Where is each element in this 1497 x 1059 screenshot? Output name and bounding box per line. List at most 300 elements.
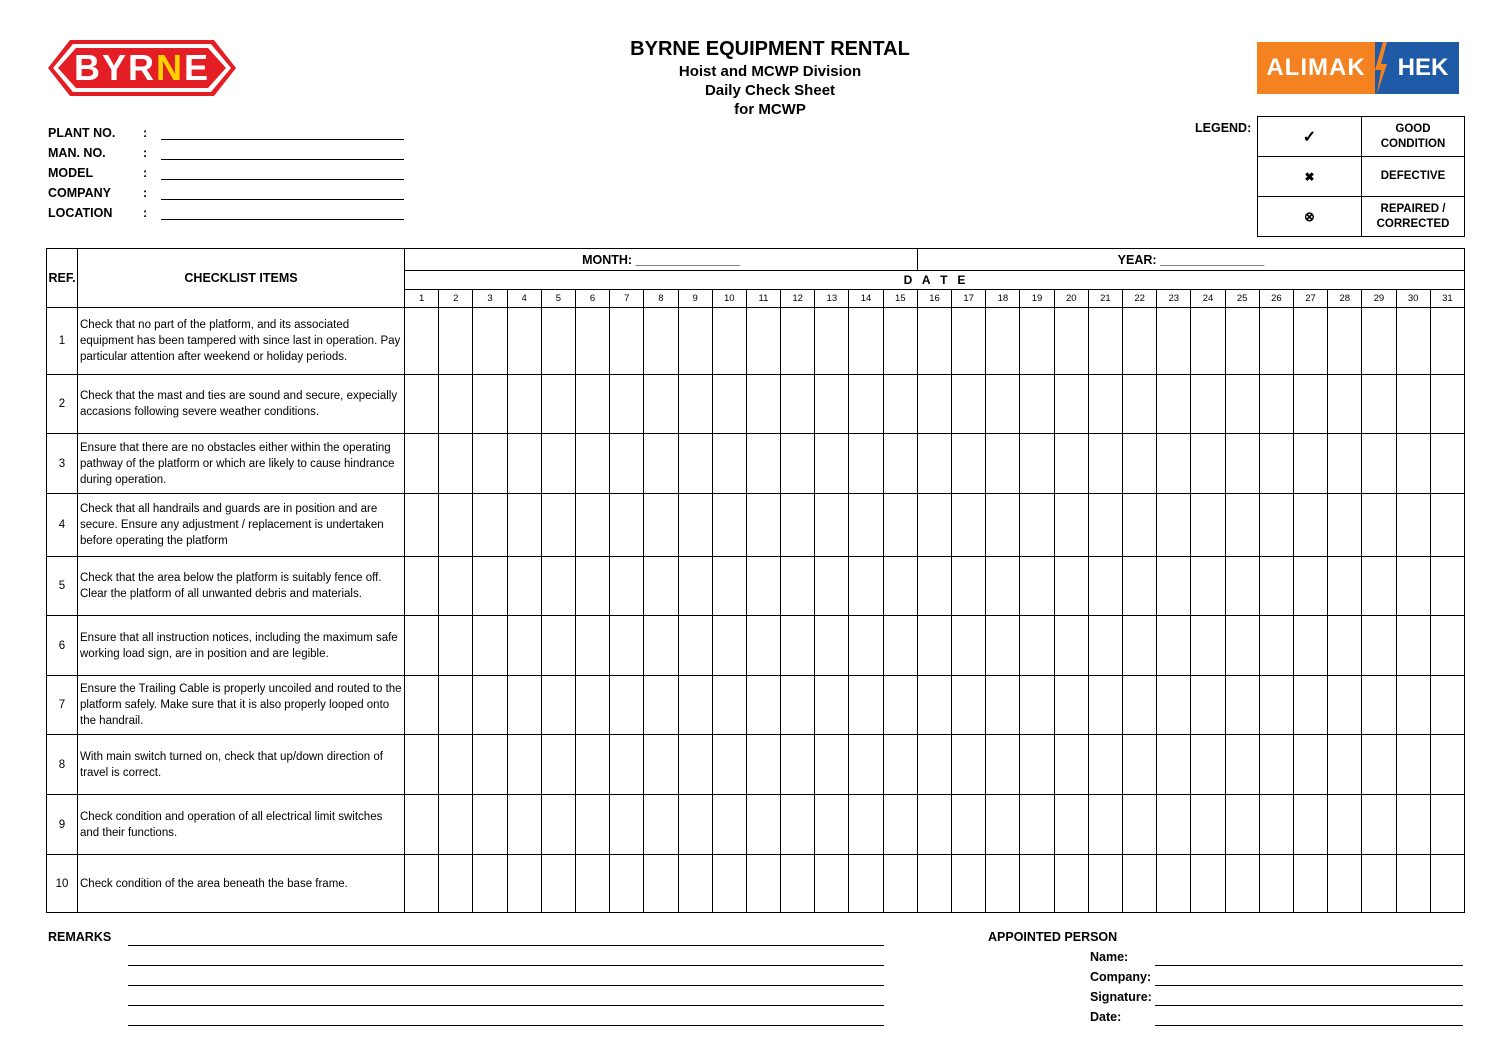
check-cell[interactable]	[439, 308, 473, 375]
check-cell[interactable]	[405, 434, 439, 494]
plant-no-field[interactable]	[161, 125, 404, 140]
check-cell[interactable]	[1191, 494, 1225, 557]
check-cell[interactable]	[917, 676, 951, 735]
check-cell[interactable]	[712, 795, 746, 855]
check-cell[interactable]	[1157, 855, 1191, 913]
check-cell[interactable]	[781, 855, 815, 913]
check-cell[interactable]	[1396, 616, 1430, 676]
check-cell[interactable]	[644, 434, 678, 494]
remarks-line-4[interactable]	[128, 1005, 884, 1006]
check-cell[interactable]	[1328, 557, 1362, 616]
check-cell[interactable]	[1362, 795, 1396, 855]
check-cell[interactable]	[1157, 308, 1191, 375]
check-cell[interactable]	[405, 308, 439, 375]
check-cell[interactable]	[678, 735, 712, 795]
check-cell[interactable]	[1191, 375, 1225, 434]
check-cell[interactable]	[405, 616, 439, 676]
check-cell[interactable]	[1054, 557, 1088, 616]
check-cell[interactable]	[1396, 735, 1430, 795]
check-cell[interactable]	[541, 855, 575, 913]
check-cell[interactable]	[781, 795, 815, 855]
check-cell[interactable]	[952, 616, 986, 676]
check-cell[interactable]	[1088, 676, 1122, 735]
check-cell[interactable]	[1259, 375, 1293, 434]
check-cell[interactable]	[1225, 434, 1259, 494]
check-cell[interactable]	[1020, 557, 1054, 616]
check-cell[interactable]	[883, 308, 917, 375]
check-cell[interactable]	[473, 855, 507, 913]
check-cell[interactable]	[1020, 616, 1054, 676]
check-cell[interactable]	[1020, 375, 1054, 434]
check-cell[interactable]	[1362, 616, 1396, 676]
check-cell[interactable]	[1020, 434, 1054, 494]
check-cell[interactable]	[1225, 616, 1259, 676]
check-cell[interactable]	[849, 434, 883, 494]
check-cell[interactable]	[815, 375, 849, 434]
check-cell[interactable]	[815, 494, 849, 557]
check-cell[interactable]	[610, 676, 644, 735]
check-cell[interactable]	[1362, 375, 1396, 434]
check-cell[interactable]	[781, 676, 815, 735]
check-cell[interactable]	[1225, 375, 1259, 434]
check-cell[interactable]	[575, 434, 609, 494]
check-cell[interactable]	[883, 735, 917, 795]
check-cell[interactable]	[678, 676, 712, 735]
check-cell[interactable]	[917, 557, 951, 616]
check-cell[interactable]	[781, 375, 815, 434]
check-cell[interactable]	[610, 557, 644, 616]
check-cell[interactable]	[1157, 676, 1191, 735]
check-cell[interactable]	[439, 735, 473, 795]
check-cell[interactable]	[473, 308, 507, 375]
company-field[interactable]	[161, 185, 404, 200]
check-cell[interactable]	[1225, 494, 1259, 557]
check-cell[interactable]	[746, 735, 780, 795]
check-cell[interactable]	[746, 557, 780, 616]
check-cell[interactable]	[1362, 855, 1396, 913]
check-cell[interactable]	[1430, 855, 1464, 913]
check-cell[interactable]	[849, 735, 883, 795]
check-cell[interactable]	[1430, 308, 1464, 375]
check-cell[interactable]	[610, 855, 644, 913]
check-cell[interactable]	[952, 795, 986, 855]
check-cell[interactable]	[1225, 308, 1259, 375]
check-cell[interactable]	[1396, 375, 1430, 434]
check-cell[interactable]	[610, 735, 644, 795]
check-cell[interactable]	[917, 795, 951, 855]
check-cell[interactable]	[541, 494, 575, 557]
check-cell[interactable]	[575, 616, 609, 676]
check-cell[interactable]	[507, 676, 541, 735]
check-cell[interactable]	[1191, 855, 1225, 913]
check-cell[interactable]	[1225, 676, 1259, 735]
check-cell[interactable]	[1396, 676, 1430, 735]
check-cell[interactable]	[1396, 434, 1430, 494]
check-cell[interactable]	[815, 434, 849, 494]
check-cell[interactable]	[1088, 308, 1122, 375]
check-cell[interactable]	[1259, 616, 1293, 676]
check-cell[interactable]	[917, 735, 951, 795]
check-cell[interactable]	[746, 494, 780, 557]
check-cell[interactable]	[678, 494, 712, 557]
company-signoff-field[interactable]	[1155, 985, 1463, 986]
check-cell[interactable]	[986, 616, 1020, 676]
remarks-line-1[interactable]	[128, 945, 884, 946]
check-cell[interactable]	[1328, 735, 1362, 795]
check-cell[interactable]	[849, 557, 883, 616]
check-cell[interactable]	[712, 557, 746, 616]
check-cell[interactable]	[1088, 855, 1122, 913]
check-cell[interactable]	[1328, 855, 1362, 913]
check-cell[interactable]	[712, 855, 746, 913]
check-cell[interactable]	[815, 855, 849, 913]
check-cell[interactable]	[541, 676, 575, 735]
check-cell[interactable]	[507, 494, 541, 557]
check-cell[interactable]	[1123, 616, 1157, 676]
check-cell[interactable]	[781, 308, 815, 375]
check-cell[interactable]	[1430, 735, 1464, 795]
check-cell[interactable]	[986, 676, 1020, 735]
check-cell[interactable]	[1157, 795, 1191, 855]
check-cell[interactable]	[815, 676, 849, 735]
check-cell[interactable]	[473, 735, 507, 795]
check-cell[interactable]	[1020, 855, 1054, 913]
check-cell[interactable]	[712, 616, 746, 676]
check-cell[interactable]	[1396, 795, 1430, 855]
check-cell[interactable]	[883, 494, 917, 557]
check-cell[interactable]	[1293, 308, 1327, 375]
check-cell[interactable]	[1362, 557, 1396, 616]
check-cell[interactable]	[507, 557, 541, 616]
check-cell[interactable]	[610, 375, 644, 434]
check-cell[interactable]	[746, 616, 780, 676]
check-cell[interactable]	[610, 795, 644, 855]
check-cell[interactable]	[746, 676, 780, 735]
check-cell[interactable]	[644, 375, 678, 434]
check-cell[interactable]	[849, 855, 883, 913]
check-cell[interactable]	[952, 434, 986, 494]
check-cell[interactable]	[678, 795, 712, 855]
check-cell[interactable]	[575, 494, 609, 557]
check-cell[interactable]	[1088, 735, 1122, 795]
check-cell[interactable]	[917, 616, 951, 676]
check-cell[interactable]	[678, 308, 712, 375]
check-cell[interactable]	[1123, 375, 1157, 434]
check-cell[interactable]	[1054, 795, 1088, 855]
check-cell[interactable]	[1054, 616, 1088, 676]
check-cell[interactable]	[405, 735, 439, 795]
check-cell[interactable]	[1020, 676, 1054, 735]
check-cell[interactable]	[1157, 616, 1191, 676]
check-cell[interactable]	[1054, 494, 1088, 557]
check-cell[interactable]	[849, 375, 883, 434]
check-cell[interactable]	[986, 434, 1020, 494]
check-cell[interactable]	[1157, 375, 1191, 434]
check-cell[interactable]	[405, 795, 439, 855]
check-cell[interactable]	[439, 494, 473, 557]
check-cell[interactable]	[1191, 795, 1225, 855]
check-cell[interactable]	[644, 735, 678, 795]
check-cell[interactable]	[575, 557, 609, 616]
man-no-field[interactable]	[161, 145, 404, 160]
check-cell[interactable]	[1362, 434, 1396, 494]
check-cell[interactable]	[473, 434, 507, 494]
check-cell[interactable]	[1430, 557, 1464, 616]
check-cell[interactable]	[1328, 676, 1362, 735]
check-cell[interactable]	[644, 855, 678, 913]
check-cell[interactable]	[575, 735, 609, 795]
check-cell[interactable]	[712, 735, 746, 795]
check-cell[interactable]	[1259, 557, 1293, 616]
check-cell[interactable]	[1430, 375, 1464, 434]
check-cell[interactable]	[1293, 557, 1327, 616]
check-cell[interactable]	[849, 795, 883, 855]
check-cell[interactable]	[1259, 795, 1293, 855]
check-cell[interactable]	[575, 855, 609, 913]
check-cell[interactable]	[610, 494, 644, 557]
check-cell[interactable]	[1362, 494, 1396, 557]
check-cell[interactable]	[507, 616, 541, 676]
check-cell[interactable]	[439, 855, 473, 913]
check-cell[interactable]	[849, 616, 883, 676]
check-cell[interactable]	[1020, 795, 1054, 855]
check-cell[interactable]	[849, 308, 883, 375]
check-cell[interactable]	[1430, 434, 1464, 494]
check-cell[interactable]	[815, 557, 849, 616]
check-cell[interactable]	[541, 308, 575, 375]
check-cell[interactable]	[1430, 676, 1464, 735]
check-cell[interactable]	[473, 795, 507, 855]
check-cell[interactable]	[986, 557, 1020, 616]
location-field[interactable]	[161, 205, 404, 220]
check-cell[interactable]	[473, 557, 507, 616]
check-cell[interactable]	[1430, 616, 1464, 676]
check-cell[interactable]	[507, 735, 541, 795]
check-cell[interactable]	[952, 375, 986, 434]
check-cell[interactable]	[473, 676, 507, 735]
check-cell[interactable]	[849, 494, 883, 557]
check-cell[interactable]	[1123, 795, 1157, 855]
name-field[interactable]	[1155, 965, 1463, 966]
check-cell[interactable]	[507, 795, 541, 855]
check-cell[interactable]	[952, 494, 986, 557]
check-cell[interactable]	[815, 308, 849, 375]
check-cell[interactable]	[575, 308, 609, 375]
check-cell[interactable]	[1225, 735, 1259, 795]
check-cell[interactable]	[952, 735, 986, 795]
check-cell[interactable]	[1191, 616, 1225, 676]
check-cell[interactable]	[883, 795, 917, 855]
check-cell[interactable]	[712, 494, 746, 557]
check-cell[interactable]	[849, 676, 883, 735]
check-cell[interactable]	[1259, 494, 1293, 557]
check-cell[interactable]	[1088, 375, 1122, 434]
check-cell[interactable]	[1191, 676, 1225, 735]
check-cell[interactable]	[1020, 735, 1054, 795]
check-cell[interactable]	[1123, 735, 1157, 795]
check-cell[interactable]	[746, 308, 780, 375]
check-cell[interactable]	[439, 676, 473, 735]
check-cell[interactable]	[644, 308, 678, 375]
check-cell[interactable]	[815, 616, 849, 676]
check-cell[interactable]	[541, 557, 575, 616]
check-cell[interactable]	[1396, 308, 1430, 375]
check-cell[interactable]	[678, 434, 712, 494]
check-cell[interactable]	[1088, 434, 1122, 494]
check-cell[interactable]	[1328, 434, 1362, 494]
check-cell[interactable]	[781, 735, 815, 795]
check-cell[interactable]	[781, 616, 815, 676]
check-cell[interactable]	[1225, 855, 1259, 913]
check-cell[interactable]	[1362, 676, 1396, 735]
check-cell[interactable]	[1328, 375, 1362, 434]
check-cell[interactable]	[883, 855, 917, 913]
check-cell[interactable]	[473, 616, 507, 676]
check-cell[interactable]	[1259, 434, 1293, 494]
check-cell[interactable]	[712, 308, 746, 375]
check-cell[interactable]	[1328, 308, 1362, 375]
check-cell[interactable]	[712, 676, 746, 735]
check-cell[interactable]	[1123, 494, 1157, 557]
check-cell[interactable]	[781, 494, 815, 557]
check-cell[interactable]	[541, 434, 575, 494]
check-cell[interactable]	[746, 375, 780, 434]
check-cell[interactable]	[1054, 375, 1088, 434]
check-cell[interactable]	[1430, 494, 1464, 557]
check-cell[interactable]	[952, 308, 986, 375]
check-cell[interactable]	[781, 557, 815, 616]
check-cell[interactable]	[1396, 494, 1430, 557]
check-cell[interactable]	[1396, 855, 1430, 913]
check-cell[interactable]	[575, 795, 609, 855]
check-cell[interactable]	[1054, 735, 1088, 795]
check-cell[interactable]	[575, 375, 609, 434]
check-cell[interactable]	[1362, 735, 1396, 795]
check-cell[interactable]	[1088, 795, 1122, 855]
check-cell[interactable]	[917, 855, 951, 913]
check-cell[interactable]	[1191, 308, 1225, 375]
check-cell[interactable]	[405, 375, 439, 434]
check-cell[interactable]	[678, 616, 712, 676]
check-cell[interactable]	[541, 795, 575, 855]
check-cell[interactable]	[405, 557, 439, 616]
check-cell[interactable]	[883, 557, 917, 616]
check-cell[interactable]	[473, 494, 507, 557]
check-cell[interactable]	[1293, 795, 1327, 855]
check-cell[interactable]	[405, 676, 439, 735]
check-cell[interactable]	[746, 434, 780, 494]
check-cell[interactable]	[1293, 855, 1327, 913]
check-cell[interactable]	[883, 375, 917, 434]
check-cell[interactable]	[1054, 855, 1088, 913]
check-cell[interactable]	[439, 434, 473, 494]
check-cell[interactable]	[541, 375, 575, 434]
check-cell[interactable]	[405, 855, 439, 913]
check-cell[interactable]	[1259, 735, 1293, 795]
check-cell[interactable]	[439, 375, 473, 434]
check-cell[interactable]	[917, 434, 951, 494]
check-cell[interactable]	[1157, 735, 1191, 795]
check-cell[interactable]	[1157, 494, 1191, 557]
check-cell[interactable]	[1088, 494, 1122, 557]
check-cell[interactable]	[1293, 434, 1327, 494]
check-cell[interactable]	[883, 616, 917, 676]
check-cell[interactable]	[439, 557, 473, 616]
check-cell[interactable]	[439, 616, 473, 676]
check-cell[interactable]	[1054, 676, 1088, 735]
date-field[interactable]	[1155, 1025, 1463, 1026]
check-cell[interactable]	[1191, 434, 1225, 494]
check-cell[interactable]	[781, 434, 815, 494]
check-cell[interactable]	[1123, 676, 1157, 735]
check-cell[interactable]	[883, 676, 917, 735]
check-cell[interactable]	[644, 676, 678, 735]
check-cell[interactable]	[815, 795, 849, 855]
check-cell[interactable]	[507, 434, 541, 494]
check-cell[interactable]	[1430, 795, 1464, 855]
check-cell[interactable]	[986, 375, 1020, 434]
check-cell[interactable]	[1225, 795, 1259, 855]
remarks-line-5[interactable]	[128, 1025, 884, 1026]
check-cell[interactable]	[986, 494, 1020, 557]
check-cell[interactable]	[917, 308, 951, 375]
check-cell[interactable]	[1293, 375, 1327, 434]
check-cell[interactable]	[986, 855, 1020, 913]
check-cell[interactable]	[644, 795, 678, 855]
check-cell[interactable]	[678, 557, 712, 616]
remarks-line-2[interactable]	[128, 965, 884, 966]
check-cell[interactable]	[1293, 616, 1327, 676]
check-cell[interactable]	[712, 434, 746, 494]
check-cell[interactable]	[507, 308, 541, 375]
check-cell[interactable]	[1054, 434, 1088, 494]
check-cell[interactable]	[644, 494, 678, 557]
check-cell[interactable]	[507, 375, 541, 434]
check-cell[interactable]	[575, 676, 609, 735]
check-cell[interactable]	[1191, 557, 1225, 616]
check-cell[interactable]	[1020, 494, 1054, 557]
check-cell[interactable]	[917, 494, 951, 557]
check-cell[interactable]	[1157, 434, 1191, 494]
check-cell[interactable]	[1259, 676, 1293, 735]
check-cell[interactable]	[610, 616, 644, 676]
check-cell[interactable]	[1259, 855, 1293, 913]
check-cell[interactable]	[644, 616, 678, 676]
check-cell[interactable]	[610, 308, 644, 375]
check-cell[interactable]	[1123, 308, 1157, 375]
check-cell[interactable]	[1328, 494, 1362, 557]
check-cell[interactable]	[1157, 557, 1191, 616]
model-field[interactable]	[161, 165, 404, 180]
check-cell[interactable]	[1191, 735, 1225, 795]
check-cell[interactable]	[712, 375, 746, 434]
check-cell[interactable]	[986, 735, 1020, 795]
check-cell[interactable]	[986, 795, 1020, 855]
check-cell[interactable]	[1328, 795, 1362, 855]
check-cell[interactable]	[1123, 434, 1157, 494]
check-cell[interactable]	[1328, 616, 1362, 676]
check-cell[interactable]	[541, 616, 575, 676]
check-cell[interactable]	[746, 855, 780, 913]
check-cell[interactable]	[610, 434, 644, 494]
check-cell[interactable]	[473, 375, 507, 434]
check-cell[interactable]	[917, 375, 951, 434]
check-cell[interactable]	[952, 676, 986, 735]
check-cell[interactable]	[507, 855, 541, 913]
check-cell[interactable]	[1088, 616, 1122, 676]
check-cell[interactable]	[1293, 494, 1327, 557]
check-cell[interactable]	[1123, 557, 1157, 616]
